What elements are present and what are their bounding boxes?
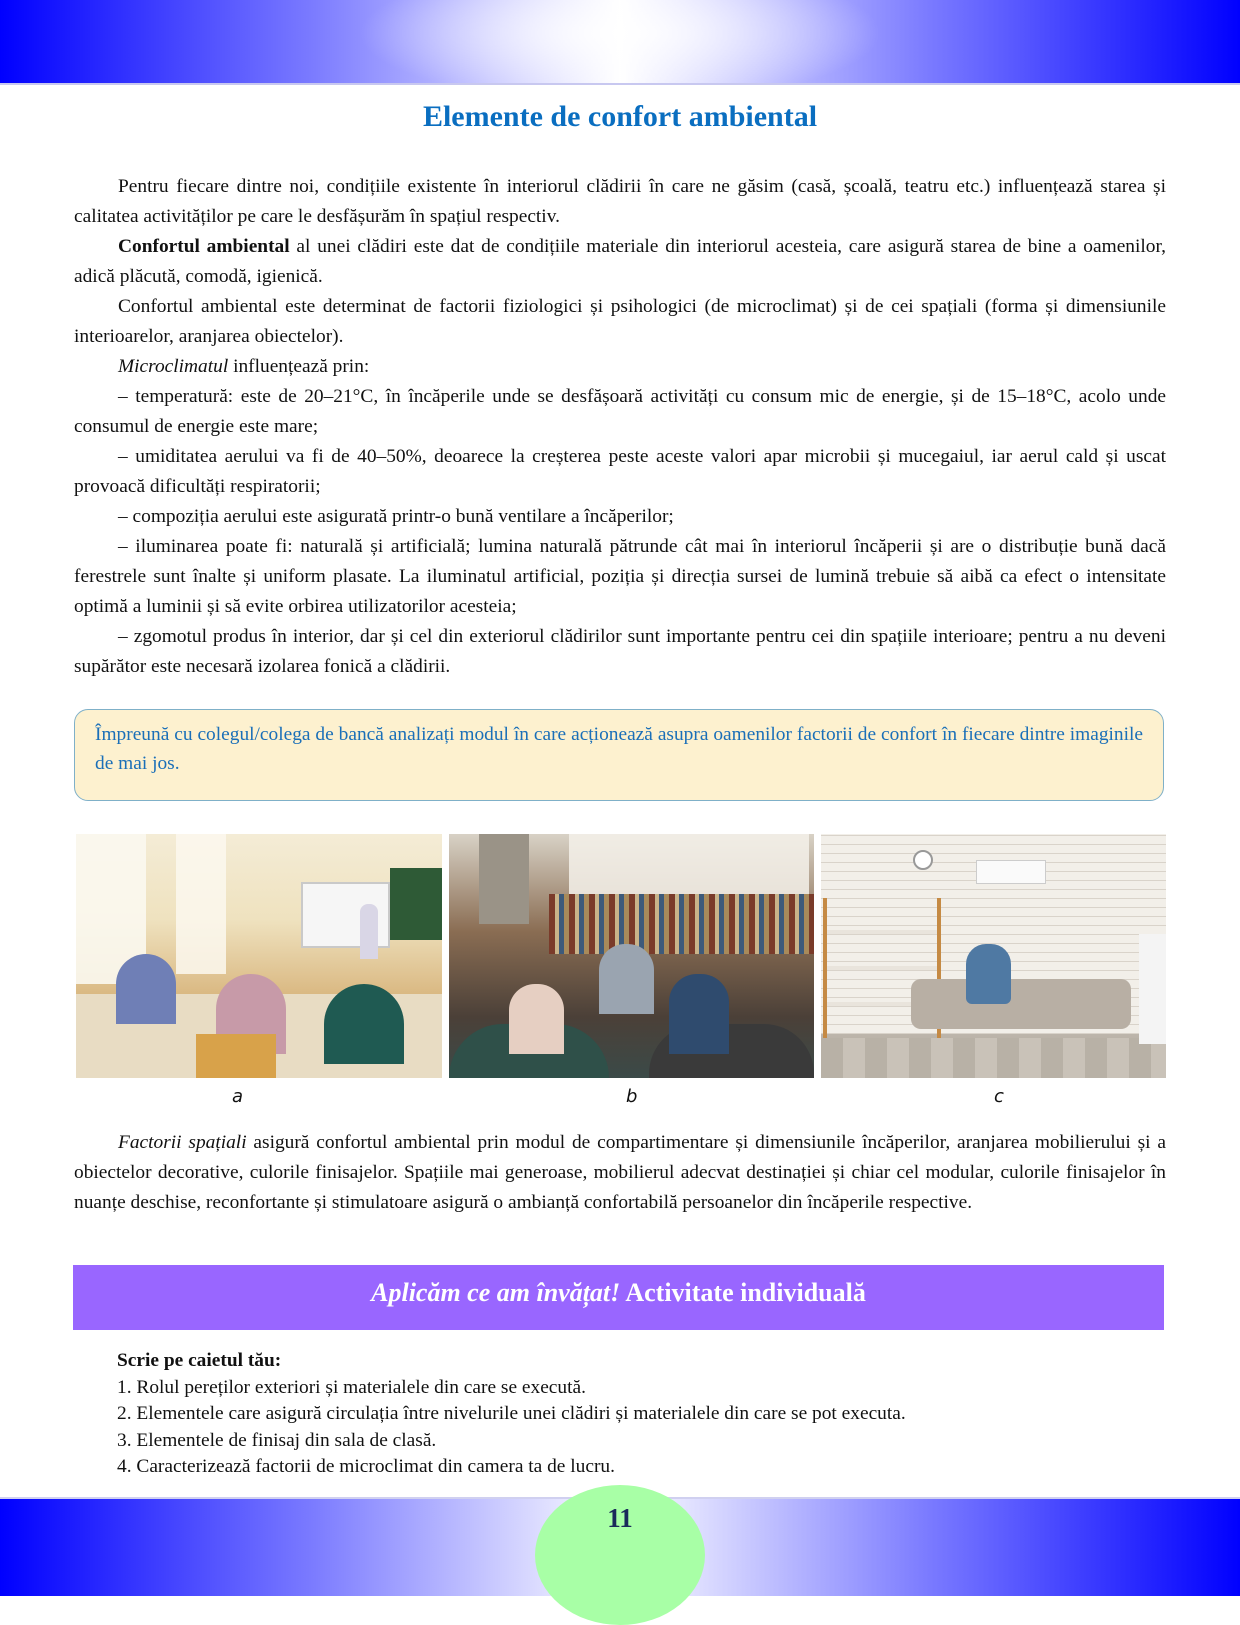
activity-banner xyxy=(73,1265,1164,1330)
student-shape xyxy=(509,984,564,1054)
spatial-section xyxy=(74,1128,1166,1218)
term-confort-ambiental: Confortul ambiental xyxy=(118,236,290,257)
task-item: 4. Caracterizează factorii de microclimat din camera ta de lucru. xyxy=(117,1456,615,1477)
chair-shape xyxy=(196,1034,276,1078)
caption-c: c xyxy=(994,1086,1004,1107)
task-item: 3. Elementele de finisaj din sala de clasă. xyxy=(117,1429,437,1451)
activity-tasks xyxy=(117,1348,906,1481)
page-number: 11 xyxy=(607,1503,633,1533)
paragraph-conditions: Pentru fiecare dintre noi, condițiile existente în interiorul clădirii în care ne găsim (casă, școală, teatru etc.) influențează starea și calitatea activităților pe care le desfășurăm în spațiul respectiv. xyxy=(74,176,1166,227)
wall-clock-shape xyxy=(913,850,933,870)
window-shape xyxy=(176,834,226,974)
tasks-heading: Scrie pe caietul tău: xyxy=(117,1350,282,1371)
sofa-shape xyxy=(911,979,1131,1029)
paragraph-definition: Confortul ambiental al unei clădiri este dat de condițiile materiale din interiorul acesteia, care asigură starea de bine a oamenilor, adică plăcută, comodă, igienică. xyxy=(74,236,1166,287)
student-shape xyxy=(324,984,404,1064)
bullet-air-composition: – compoziția aerului este asigurată printr-o bună ventilare a încăperilor; xyxy=(118,506,674,527)
floor-shape xyxy=(821,1038,1166,1078)
teacher-shape xyxy=(360,904,378,959)
student-shape xyxy=(669,974,729,1054)
paragraph-microclimate: Microclimatul influențează prin: xyxy=(118,356,370,377)
task-item: 2. Elementele care asigură circulația între nivelurile unei clădiri și materialele din care se pot executa. xyxy=(117,1403,906,1424)
header-band xyxy=(0,0,1240,85)
air-conditioner-shape xyxy=(976,860,1046,884)
page-title: Elemente de confort ambiental xyxy=(422,100,818,133)
photo-living-room xyxy=(821,834,1166,1078)
photo-library xyxy=(449,834,814,1078)
student-shape xyxy=(116,954,176,1024)
bullet-humidity: – umiditatea aerului va fi de 40–50%, deoarece la creșterea peste aceste valori apar microbii și mucegaiul, iar aerul cald și uscat provoacă dificultăți respiratorii; xyxy=(74,446,1166,497)
person-shape xyxy=(966,944,1011,1004)
discussion-callout: Împreună cu colegul/colega de bancă analizați modul în care acționează asupra oamenilor factorii de confort în fiecare dintre imaginile de mai jos. xyxy=(74,709,1164,801)
caption-a: a xyxy=(232,1086,244,1107)
chalkboard-shape xyxy=(390,868,442,940)
pillar-shape xyxy=(479,834,529,924)
paragraph-factors: Confortul ambiental este determinat de factorii fiziologici și psihologici (de microclimat) și de cei spațiali (forma și dimensiunile interioarelor, aranjarea obiectelor). xyxy=(74,296,1166,347)
paragraph-spatial-factors: Factorii spațiali asigură confortul ambiental prin modul de compartimentare și dimensiunile încăperilor, aranjarea mobilierului și a obiectelor decorative, culorile finisajelor. Spațiile mai generoase, mobilierul adecvat destinației și chiar cel modular, culorile finisajelor în nuanțe deschise, reconfortante și stimulatoare asigură o ambianță confortabilă persoanelor din încăperile respective. xyxy=(74,1132,1166,1213)
term-factorii-spatiali: Factorii spațiali xyxy=(118,1132,247,1153)
caption-b: b xyxy=(626,1086,638,1107)
student-shape xyxy=(599,944,654,1014)
term-microclimatul: Microclimatul xyxy=(118,356,229,377)
bookshelf-shape xyxy=(549,894,814,954)
photo-classroom xyxy=(76,834,442,1078)
banner-label: Activitate individuală xyxy=(620,1278,866,1307)
bullet-noise: – zgomotul produs în interior, dar și cel din exteriorul clădirilor sunt importante pentru cei din spațiile interioare; pentru a nu deveni supărător este necesară izolarea fonică a clădirii. xyxy=(74,626,1166,677)
fridge-shape xyxy=(1139,934,1166,1044)
bullet-temperature: – temperatură: este de 20–21°C, în încăperile unde se desfășoară activități cu consum mic de energie, și de 15–18°C, acolo unde consumul de energie este mare; xyxy=(74,386,1166,437)
banner-italic: Aplicăm ce am învățat! xyxy=(371,1278,621,1307)
bullet-lighting: – iluminarea poate fi: naturală și artificială; lumina naturală pătrunde cât mai în interiorul încăperii și are o distribuție bună dacă ferestrele sunt înalte și uniform plasate. La iluminatul artificial, poziția și direcția sursei de lumină trebuie să aibă ca efect o intensitate optimă a luminii și să evite orbirea utilizatorilor acesteia; xyxy=(74,536,1166,617)
task-item: 1. Rolul pereților exteriori și materialele din care se execută. xyxy=(117,1376,586,1398)
intro-section xyxy=(74,172,1166,682)
